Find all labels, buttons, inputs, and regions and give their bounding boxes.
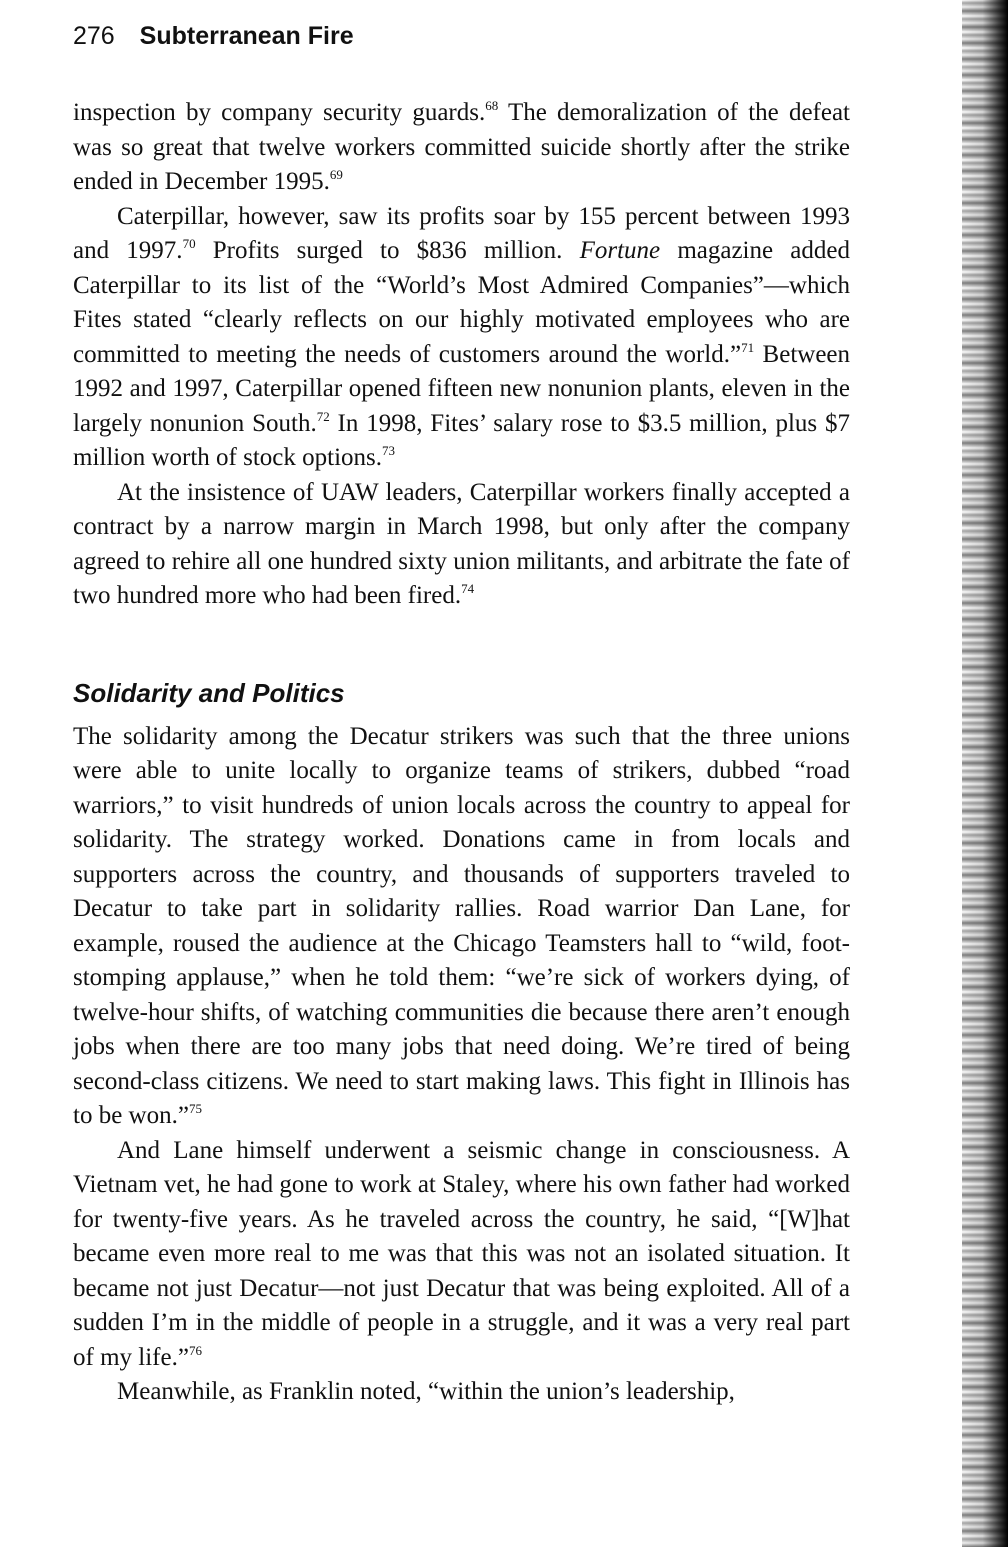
paragraph <box>73 1134 850 1376</box>
footnote-ref: 71 <box>741 339 755 355</box>
text-run: Caterpillar, however, saw its profits soar by 155 percent between 1993 and 1997. <box>73 202 850 264</box>
footnote-ref: 69 <box>329 167 343 182</box>
body-text <box>73 96 850 1410</box>
footnote-ref: 70 <box>182 236 196 251</box>
text-run: Between 1992 and 1997, Caterpillar opened fifteen new nonunion plants, eleven in the largely nonunion South. <box>73 340 851 437</box>
text-run: Profits surged to $836 million. <box>195 237 580 264</box>
italic-title: Fortune <box>579 237 661 264</box>
text-run: And Lane himself underwent a seismic change in consciousness. A Vietnam vet, he had gone to work at Staley, where his own father had worked for twenty-five years. As he traveled across the country, he said, “[W]hat became even more real to me was that this was not an isolated situation. It became not just Decatur—not just Decatur that was being exploited. All of a sudden I’m in the middle of people in a struggle, and it was a very real part of my life.” <box>73 1136 850 1371</box>
footnote-ref: 75 <box>188 1101 202 1116</box>
footnote-ref: 74 <box>461 581 475 596</box>
page-number: 276 <box>73 22 115 50</box>
text-run: At the insistence of UAW leaders, Caterpillar workers finally accepted a contract by a narrow margin in March 1998, but only after the company agreed to rehire all one hundred sixty union militants, and arbitrate the fate of two hundred more who had been fired. <box>73 478 850 609</box>
footnote-ref: 73 <box>382 443 396 458</box>
paragraph <box>73 96 850 200</box>
book-binding-shadow <box>962 0 1008 1547</box>
paragraph <box>73 720 850 1134</box>
paragraph <box>73 1375 850 1410</box>
text-run: The solidarity among the Decatur strikers was such that the three unions were able to unite locally to organize teams of strikers, dubbed “road warriors,” to visit hundreds of union locals across the country to appeal for solidarity. The strategy worked. Donations came in from locals and supporters across the country, and thousands of supporters traveled to Decatur to take part in solidarity rallies. Road warrior Dan Lane, for example, roused the audience at the Chicago Teamsters hall to “wild, foot-stomping applause,” when he told them: “we’re sick of workers dying, of twelve-hour shifts, of watching communities die because there aren’t enough jobs when there are too many jobs that need doing. We’re tired of being second-class citizens. We need to start making laws. This fight in Illinois has to be won.” <box>73 722 850 1129</box>
text-run: In 1998, Fites’ salary rose to $3.5 million, plus $7 million worth of stock options. <box>73 409 850 471</box>
footnote-ref: 72 <box>316 408 330 424</box>
section-heading: Solidarity and Politics <box>73 677 345 708</box>
footnote-ref: 68 <box>485 98 499 113</box>
text-run: magazine added Caterpillar to its list of the “World’s Most Admired Companies”—which Fites stated “clearly reflects on our highly motivated employees who are committed to meeting the needs of customers around the world.” <box>73 237 850 368</box>
text-run: The demoralization of the defeat was so great that twelve workers committed suicide shortly after the strike ended in December 1995. <box>73 99 851 195</box>
text-run: inspection by company security guards. <box>73 99 486 126</box>
text-run: Meanwhile, as Franklin noted, “within the union’s leadership, <box>117 1378 735 1405</box>
footnote-ref: 76 <box>188 1342 202 1358</box>
paragraph <box>73 200 850 476</box>
running-head <box>73 20 354 52</box>
book-title: Subterranean Fire <box>139 22 354 50</box>
paragraph <box>73 476 850 614</box>
